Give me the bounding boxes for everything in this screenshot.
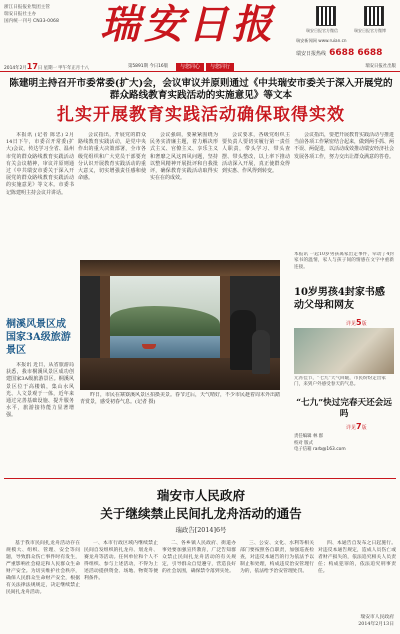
qr-code-icon[interactable] bbox=[316, 6, 336, 26]
slogan-tabs bbox=[176, 63, 234, 71]
side-story-paragraph: 本报讯 近日，从省旅游局获悉，我市桐溪风景区成功创建国家3A级旅游景区。桐溪风景区位于高楼镇，集山水风光、人文景观于一体，近年来通过完善基础设施、提升服务水平，旅游接待能力显著增强。 bbox=[6, 362, 74, 419]
website-line: 瑞安新闻网 www.ruian.cn bbox=[296, 38, 347, 43]
lead-paragraph: 会议要求，各级党组织主要负责人要切实履行第一责任人职责，带头学习、带头查摆、带头整改，以上率下推动活动深入开展，真正使群众得到实惠、作风得到转变。 bbox=[222, 132, 290, 175]
contact-line: 电子信箱 rarb@163.com bbox=[294, 447, 346, 453]
photo-person bbox=[252, 330, 270, 374]
slogan-tab: 与您同行 bbox=[206, 63, 234, 71]
photo-roof bbox=[80, 260, 280, 276]
notice-column bbox=[318, 540, 396, 610]
publisher-note: 瑞安日报社出版 bbox=[365, 64, 396, 69]
date-prefix: 2014年2月 bbox=[4, 66, 27, 71]
lead-paragraph: 本报讯 (记者 陈忠) 2月14日下午，市委召开常委(扩大)会议，传达学习全省、温州市党的群众路线教育实践活动有关会议精神，审议并原则通过《中共瑞安市委关于深入开展党的群众路线教育实践活动的实施意见》等文本。市委书记陈建明主持会议并讲话。 bbox=[6, 132, 74, 196]
masthead-publisher-info bbox=[4, 4, 96, 25]
contact-line: 校对 版式 bbox=[294, 440, 313, 446]
hotline-number: 6688 6688 bbox=[329, 48, 383, 58]
notice-number: 瑞政告[2014]6号 bbox=[175, 526, 227, 534]
promo-thumbnail[interactable] bbox=[294, 328, 394, 374]
section-divider bbox=[4, 478, 396, 479]
qr-caption: 瑞安日报官方微信 bbox=[306, 28, 338, 33]
date-suffix: 日 星期一 甲午年正月十八 bbox=[37, 66, 89, 71]
page-reference[interactable] bbox=[346, 422, 367, 431]
promo-item-title[interactable]: “七九”快过完春天还会远吗 bbox=[296, 398, 392, 419]
notice-paragraph: 基于我市民间扎龙舟活动存在规模大、组织、管理、安全等问题，导致群众伤亡事件时有发生，严重影响社会稳定和人民群众生命财产安全。为切实维护社会秩序，确保人民群众生命财产安全，根据有关法律法规规定，决定继续禁止民间扎龙舟活动。 bbox=[6, 541, 80, 595]
ref-page: 5 bbox=[356, 318, 362, 327]
lead-photo[interactable] bbox=[80, 260, 280, 390]
side-story-title[interactable]: 桐溪风景区成国家3A级旅游景区 bbox=[6, 319, 71, 356]
notice-paragraph: 二、各乡镇人民政府、街道办事处要加强宣传教育，广泛告知群众禁止民间扎龙舟活动的有关规定，引导群众自觉遵守，营造良好的社会氛围，确保禁令落到实处。 bbox=[162, 541, 236, 574]
publisher-line: 浙江日报报业集团主管 bbox=[4, 5, 50, 10]
lead-column bbox=[150, 132, 218, 244]
issue-pages: 第5891期 今日16版 bbox=[128, 64, 169, 69]
issue-date bbox=[4, 62, 89, 74]
lead-column bbox=[222, 132, 290, 244]
lead-paragraph: 会议强调，要紧紧围绕为民务实清廉主题，着力解决形式主义、官僚主义、享乐主义和奢靡之风这四风问题，坚持以整风精神开展批评和自我批评，确保教育实践活动取得实实在在的成效。 bbox=[150, 132, 218, 182]
qr-caption: 瑞安日报官方微博 bbox=[354, 28, 386, 33]
contact-line: 责任编辑 林 群 bbox=[294, 434, 324, 439]
page-reference[interactable] bbox=[346, 318, 367, 327]
lead-paragraph: 会议指出，开展党的群众路线教育实践活动，是党中央作出的重大决策部署，全市各级党组织和广大党员干部要充分认识开展教育实践活动的重大意义，切实增强责任感和使命感。 bbox=[78, 132, 146, 182]
lead-column bbox=[78, 132, 146, 244]
newspaper-title: 瑞安日报 bbox=[100, 1, 276, 48]
ref-prefix: 详见 bbox=[346, 321, 357, 327]
notice-column bbox=[162, 540, 236, 630]
hotline-label: 瑞安日报热线 bbox=[296, 51, 327, 57]
publisher-line: 国内统一刊号 CN33-0068 bbox=[4, 19, 59, 24]
photo-caption bbox=[80, 392, 280, 454]
qr-code-icon[interactable] bbox=[364, 6, 384, 26]
promo-box bbox=[294, 252, 394, 474]
notice-paragraph: 三、公安、文化、水利等相关部门要按照各自职责，加强巡查检查，对违反本通告的行为依法予以制止和处理，构成违反治安管理行为的，依法给予治安管理处罚。 bbox=[240, 541, 314, 574]
issue-date-line: 2014年2月13日 bbox=[358, 622, 394, 627]
lead-column bbox=[294, 132, 394, 244]
notice-title[interactable]: 关于继续禁止民间扎龙舟活动的通告 bbox=[100, 506, 302, 521]
side-story-body bbox=[6, 362, 74, 472]
notice-issuer bbox=[330, 614, 394, 628]
masthead-right bbox=[292, 4, 398, 66]
lead-headline[interactable]: 扎实开展教育实践活动确保取得实效 bbox=[57, 105, 345, 125]
lead-kicker[interactable]: 陈建明主持召开市委常委(扩大)会，会议审议并原则通过《中共瑞安市委关于深入开展党的群众路线教育实践活动的实施意见》等文本 bbox=[9, 78, 393, 101]
ref-prefix: 详见 bbox=[346, 425, 357, 431]
issuer-name: 瑞安市人民政府 bbox=[360, 615, 394, 620]
notice-column bbox=[240, 540, 314, 630]
date-day: 17 bbox=[26, 62, 38, 71]
ref-suffix: 版 bbox=[361, 425, 367, 431]
notice-paragraph: 四、本通告自发布之日起施行。对违反本通告规定，造成人员伤亡或者财产损失的，依法追究相关人员责任；构成犯罪的，依法追究刑事责任。 bbox=[318, 541, 396, 574]
lead-paragraph: 会议指出，要把开展教育实践活动与推进当前各项工作紧密结合起来，做到两手抓、两不误、两促进，以活动成效推动瑞安经济社会发展各项工作，努力交出让群众满意的答卷。 bbox=[294, 132, 394, 160]
photo-lake bbox=[110, 336, 220, 358]
promo-summary: 元宵佳节，“七九”天气回暖，市民纷纷走出家门，来到户外感受春天的气息。 bbox=[294, 376, 386, 388]
ref-suffix: 版 bbox=[361, 321, 367, 327]
editor-contact bbox=[294, 434, 394, 454]
photo-boat bbox=[142, 344, 156, 349]
hotline bbox=[296, 48, 382, 58]
slogan-tab: 与您同心 bbox=[176, 63, 204, 71]
caption-text: 昨日，市民在寨寮溪风景区拍摄美景。春节过后，天气晴好，不少市民趁着周末外出踏青赏景，感受初春气息。(记者 摄) bbox=[80, 392, 280, 406]
date-bar bbox=[0, 62, 400, 72]
notice-paragraph: 一、本市行政区域内继续禁止民间自发组织的扎龙舟、划龙舟、赛龙舟等活动。任何单位和个人不得组织、参与上述活动，不得为上述活动提供资金、场地、物资等便利条件。 bbox=[84, 541, 158, 581]
notice-title[interactable]: 瑞安市人民政府 bbox=[156, 488, 246, 503]
publisher-line: 瑞安日报社主办 bbox=[4, 12, 37, 17]
promo-summary: 本报讯 一起10岁男孩离家出走事件，牵动了4封家书的温情，家人与孩子间的情感在文字中重新连接。 bbox=[294, 252, 394, 270]
ref-page: 7 bbox=[356, 422, 362, 431]
notice-column bbox=[84, 540, 158, 630]
promo-item-title[interactable]: 10岁男孩4封家书感动父母和网友 bbox=[294, 287, 385, 311]
lead-column bbox=[6, 132, 74, 314]
notice-column bbox=[6, 540, 80, 630]
